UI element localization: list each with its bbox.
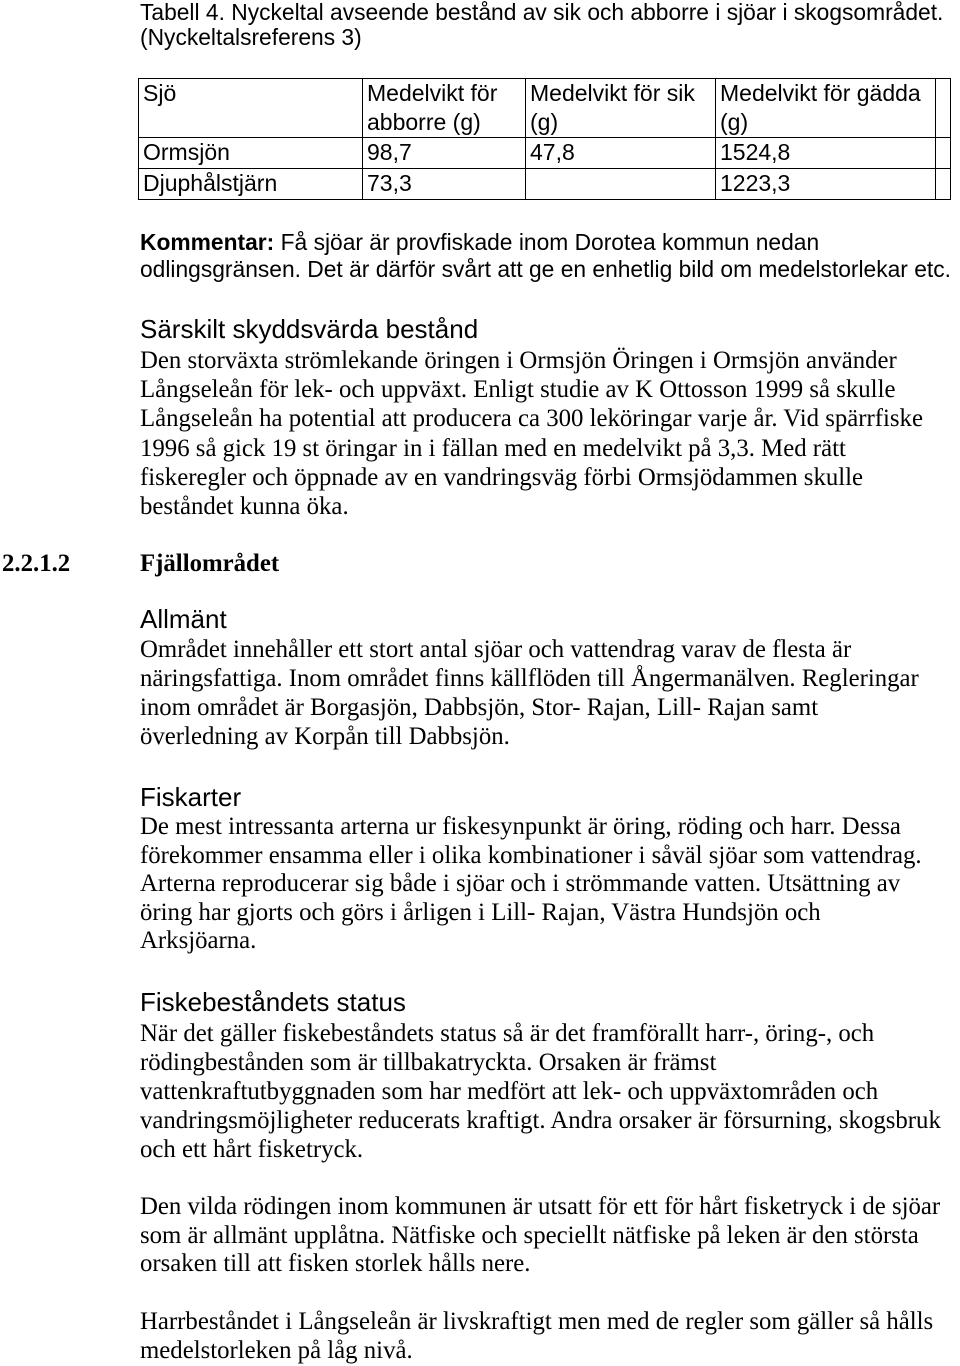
- paragraph-grayling: [140, 1307, 933, 1365]
- heading-protected-stocks: Särskilt skyddsvärda bestånd: [140, 314, 479, 344]
- cell-perch-weight: 73,3: [363, 169, 526, 200]
- section-title: Fjällområdet: [140, 550, 280, 577]
- text-line: Harrbeståndet i Långseleån är livskraftigt men med de regler som gäller så hålls: [140, 1308, 934, 1335]
- table-row: [139, 138, 951, 169]
- table-caption: [140, 0, 943, 50]
- heading-stock-status: Fiskebeståndets status: [140, 987, 406, 1017]
- cell-whitefish-weight: [526, 169, 716, 200]
- header-perch-weight: Medelvikt för abborre (g): [363, 79, 526, 138]
- paragraph-species: [140, 813, 922, 956]
- cell-empty: [936, 138, 951, 169]
- text-line: öring har gjorts och görs i årligen i Lill- Rajan, Västra Hundsjön och: [140, 898, 821, 926]
- header-empty-cell: [936, 79, 951, 138]
- paragraph-stock-status: [140, 1019, 941, 1164]
- heading-general: Allmänt: [140, 604, 227, 634]
- table-caption-title: Tabell 4. Nyckeltal avseende bestånd av sik och abborre i sjöar i skogsområdet.: [140, 0, 944, 25]
- header-pike-weight: Medelvikt för gädda (g): [716, 79, 936, 138]
- text-line: som är allmänt upplåtna. Nätfiske och speciellt nätfiske på leken är den största: [140, 1221, 919, 1249]
- comment-line: odlingsgränsen. Det är därför svårt att ge en enhetlig bild om medelstorlekar etc.: [140, 256, 951, 282]
- table-header-row: [139, 79, 951, 138]
- text-line: förekommer ensamma eller i olika kombinationer i såväl sjöar som vattendrag.: [140, 841, 922, 869]
- text-line: och ett hårt fisketryck.: [140, 1136, 364, 1163]
- cell-perch-weight: 98,7: [363, 138, 526, 169]
- key-figures-table: [138, 78, 951, 200]
- table-comment: [140, 229, 951, 283]
- comment-text: Få sjöar är provfiskade inom Dorotea kommun nedan: [280, 229, 820, 255]
- text-line: fiskeregler och öppnade av en vandringsväg förbi Ormsjödammen skulle: [140, 463, 864, 491]
- cell-lake: Ormsjön: [139, 138, 363, 169]
- cell-empty: [936, 169, 951, 200]
- text-line: Arksjöarna.: [140, 927, 257, 955]
- text-line: vandringsmöjligheter reducerats kraftigt. Andra orsaker är försurning, skogsbruk: [140, 1107, 941, 1134]
- text-line: orsaken till att fisken storlek hålls nere.: [140, 1250, 531, 1278]
- cell-pike-weight: 1524,8: [716, 138, 936, 169]
- text-line: 1996 så gick 19 st öringar in i fällan med en medelvikt på 3,3. Med rätt: [140, 434, 846, 462]
- text-line: näringsfattiga. Inom området finns källflöden till Ångermanälven. Regleringar: [140, 665, 919, 692]
- paragraph-char-fishing: [140, 1193, 940, 1279]
- text-line: Långseleån för lek- och uppväxt. Enligt studie av K Ottosson 1999 så skulle: [140, 376, 896, 404]
- text-line: Långseleån ha potential att producera ca 300 leköringar varje år. Vid spärrfiske: [140, 405, 923, 433]
- section-number: 2.2.1.2: [2, 550, 71, 577]
- text-line: överledning av Korpån till Dabbsjön.: [140, 723, 510, 750]
- table-caption-reference: (Nyckeltalsreferens 3): [140, 24, 362, 50]
- paragraph-general: [140, 635, 919, 751]
- comment-line: [140, 229, 951, 256]
- cell-whitefish-weight: 47,8: [526, 138, 716, 169]
- text-line: medelstorleken på låg nivå.: [140, 1337, 413, 1364]
- text-line: beståndet kunna öka.: [140, 493, 349, 521]
- cell-lake: Djuphålstjärn: [139, 169, 363, 200]
- text-line: Den vilda rödingen inom kommunen är utsatt för ett för hårt fisketryck i de sjöar: [140, 1193, 941, 1220]
- table-row: [139, 169, 951, 200]
- comment-label: Kommentar:: [140, 229, 275, 255]
- heading-species: Fiskarter: [140, 782, 242, 812]
- text-line: rödingbestånden som är tillbakatryckta. Orsaken är främst: [140, 1049, 717, 1076]
- text-line: När det gäller fiskebeståndets status så är det framförallt harr-, öring-, och: [140, 1020, 875, 1047]
- cell-pike-weight: 1223,3: [716, 169, 936, 200]
- header-whitefish-weight: Medelvikt för sik (g): [526, 79, 716, 138]
- text-line: De mest intressanta arterna ur fiskesynpunkt är öring, röding och harr. Dessa: [140, 813, 901, 840]
- text-line: Den storväxta strömlekande öringen i Ormsjön Öringen i Ormsjön använder: [140, 347, 897, 374]
- text-line: inom området är Borgasjön, Dabbsjön, Stor- Rajan, Lill- Rajan samt: [140, 694, 819, 721]
- header-lake: Sjö: [139, 79, 363, 138]
- paragraph-protected-stocks: [140, 346, 923, 521]
- text-line: Området innehåller ett stort antal sjöar och vattendrag varav de flesta är: [140, 636, 852, 663]
- text-line: vattenkraftutbyggnaden som har medfört att lek- och uppväxtområden och: [140, 1078, 879, 1105]
- text-line: Arterna reproducerar sig både i sjöar och i strömmande vatten. Utsättning av: [140, 870, 901, 898]
